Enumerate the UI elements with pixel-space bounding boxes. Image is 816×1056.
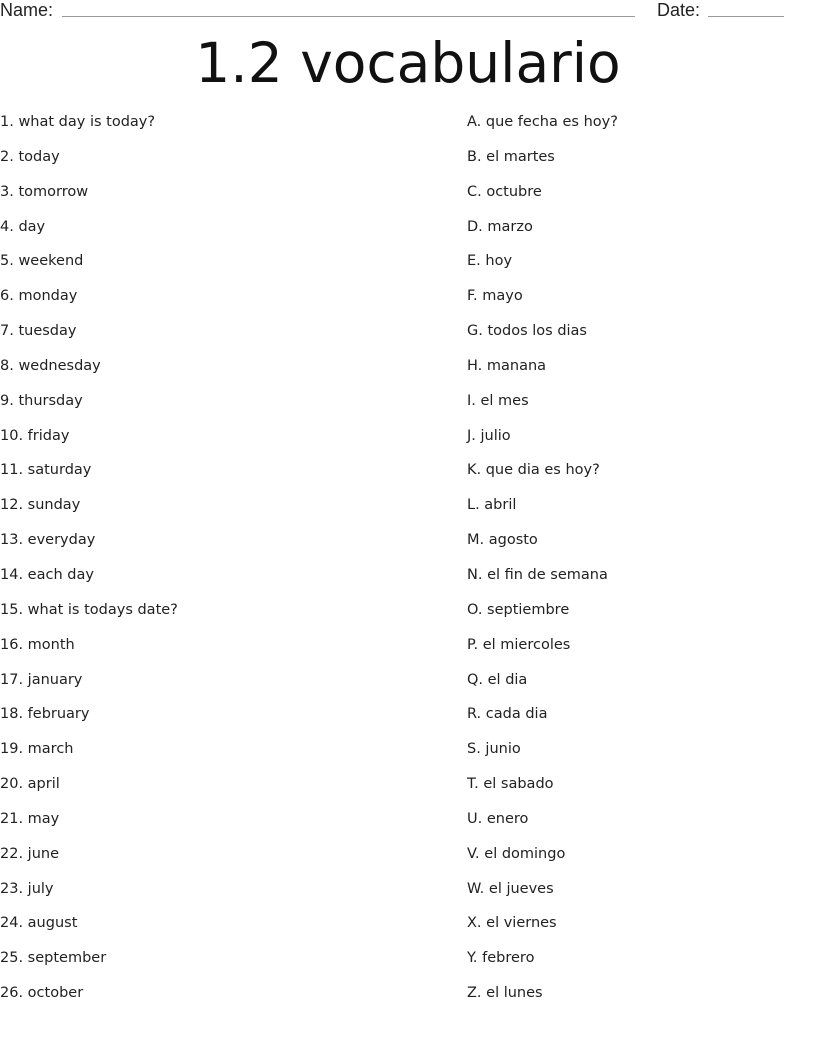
term-item: 6. monday [0,288,78,305]
term-item: 12. sunday [0,497,81,514]
term-item: 2. today [0,148,60,165]
date-blank-line [708,16,784,17]
answer-item: Y. febrero [467,950,535,967]
answer-item: Q. el dia [467,671,528,688]
answer-item: K. que dia es hoy? [467,462,600,479]
term-item: 10. friday [0,427,70,444]
page-title: 1.2 vocabulario [195,31,621,95]
term-item: 13. everyday [0,532,96,549]
answer-item: L. abril [467,497,517,514]
date-label: Date: [657,0,701,20]
term-item: 1. what day is today? [0,114,156,130]
answer-item: V. el domingo [467,845,566,862]
answer-item: B. el martes [467,148,555,165]
spanish-answers-list [467,111,618,1017]
answer-item: E. hoy [467,253,513,270]
name-blank-line [62,16,635,17]
term-item: 23. july [0,880,54,897]
term-item: 8. wednesday [0,357,101,374]
term-item: 22. june [0,845,59,862]
term-item: 9. thursday [0,392,83,409]
term-item: 21. may [0,810,60,827]
term-item: 18. february [0,706,90,723]
answer-item: A. que fecha es hoy? [467,114,618,130]
term-item: 19. march [0,741,74,758]
term-item: 16. month [0,636,75,653]
term-item: 15. what is todays date? [0,601,178,618]
answer-item: P. el miercoles [467,636,571,653]
term-item: 20. april [0,776,60,793]
term-item: 3. tomorrow [0,183,89,200]
term-item: 24. august [0,915,78,932]
answer-item: S. junio [467,741,521,758]
term-item: 26. october [0,985,84,1002]
term-item: 17. january [0,671,83,688]
answer-item: J. julio [467,427,511,444]
answer-item: G. todos los dias [467,323,587,340]
answer-item: D. marzo [467,218,533,235]
worksheet-header [0,0,816,24]
term-item: 25. september [0,950,107,967]
term-item: 11. saturday [0,462,92,479]
answer-item: R. cada dia [467,706,548,723]
answer-item: T. el sabado [467,776,554,793]
answer-item: F. mayo [467,288,523,305]
answer-item: U. enero [467,810,529,827]
answer-item: X. el viernes [467,915,557,932]
answer-item: W. el jueves [467,880,554,897]
answer-item: C. octubre [467,183,542,200]
term-item: 7. tuesday [0,323,77,340]
english-terms-list [0,111,178,1017]
answer-item: I. el mes [467,392,529,409]
answer-item: H. manana [467,357,547,374]
answer-item: O. septiembre [467,601,570,618]
answer-item: Z. el lunes [467,985,543,1002]
term-item: 5. weekend [0,253,84,270]
name-label: Name: [0,0,54,20]
term-item: 14. each day [0,566,94,583]
term-item: 4. day [0,218,46,235]
answer-item: M. agosto [467,532,538,549]
answer-item: N. el fin de semana [467,566,608,583]
